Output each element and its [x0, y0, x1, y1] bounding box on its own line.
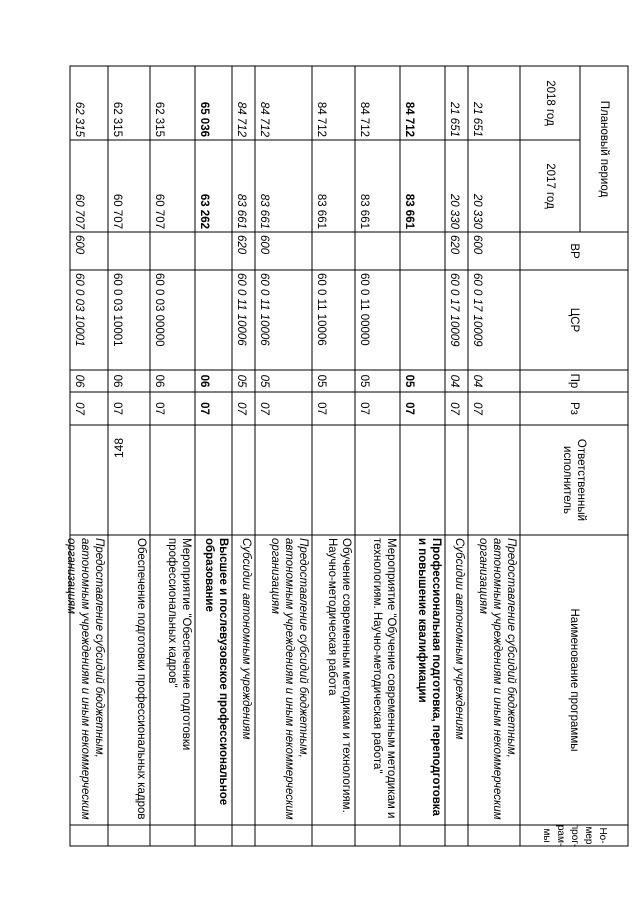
row-pr: 06 [73, 374, 85, 388]
row-value-2018: 84 712 [358, 101, 370, 137]
header-executor: Ответственный исполнитель [561, 438, 587, 522]
row-pr: 05 [235, 374, 247, 388]
row-value-2018: 84 712 [315, 101, 327, 137]
row-pr: 04 [471, 374, 483, 388]
row-pr: 06 [111, 374, 123, 388]
row-csr: 60 0 11 00000 [358, 273, 370, 346]
row-program-name: Мероприятие "Обучение современным методикам и технологиям. Научно-методическая работа" [371, 538, 397, 819]
row-value-2017: 20 330 [448, 193, 460, 229]
row-program-name: Предоставление субсидий бюджетным, автономным учреждениям и иным некоммерческим организациям [65, 538, 105, 820]
row-pr: 06 [198, 374, 210, 388]
row-value-2017: 83 661 [403, 193, 415, 229]
row-program-name: Обучение современным методикам и технологиям. Научно-методическая работа [326, 538, 352, 813]
row-pr: 04 [448, 374, 460, 388]
row-value-2017: 83 661 [235, 193, 247, 229]
row-value-2018: 84 712 [258, 101, 270, 137]
row-vr [195, 232, 232, 270]
row-csr: 60 0 03 10001 [73, 273, 85, 347]
row-csr: 60 0 17 10009 [471, 273, 483, 347]
row-value-2017: 63 262 [198, 193, 210, 229]
row-rz: 07 [73, 402, 85, 415]
row-pr: 05 [358, 374, 370, 388]
row-value-2018: 84 712 [403, 101, 415, 137]
row-rz: 07 [471, 402, 483, 415]
row-value-2017: 83 661 [258, 193, 270, 229]
header-2017: 2017 год [544, 163, 556, 209]
row-program-name: Обеспечение подготовки профессиональных кадров [135, 538, 147, 820]
header-planning-period: Плановый период [598, 100, 610, 198]
header-2018: 2018 год [544, 80, 556, 126]
row-rz: 07 [153, 402, 165, 415]
row-csr: 60 0 17 10009 [448, 273, 460, 347]
row-csr: 60 0 11 10006 [235, 273, 247, 346]
header-rz: Рз [568, 402, 580, 415]
row-value-2018: 62 315 [111, 101, 123, 137]
row-value-2018: 65 036 [198, 101, 210, 137]
header-csr: ЦСР [568, 307, 580, 333]
row-rz: 07 [448, 402, 460, 415]
row-rz: 07 [111, 402, 123, 415]
row-value-2017: 83 661 [315, 193, 327, 229]
row-vr: 600 [471, 235, 483, 255]
row-csr: 60 0 03 10001 [111, 273, 123, 347]
row-vr [400, 232, 445, 270]
row-csr [195, 270, 232, 370]
row-vr [108, 232, 150, 270]
row-csr: 60 0 11 10006 [258, 273, 270, 346]
row-value-2018: 62 315 [153, 101, 165, 137]
row-program-name: Профессиональная подготовка, переподготовка и повышение квалификации [416, 538, 442, 816]
row-value-2018: 21 651 [448, 101, 460, 137]
header-vr: ВР [568, 243, 580, 259]
row-vr [355, 232, 400, 270]
row-rz: 07 [235, 402, 247, 415]
row-rz: 07 [403, 402, 415, 415]
row-rz: 07 [258, 402, 270, 415]
row-rz: 07 [358, 402, 370, 415]
row-value-2017: 60 707 [153, 193, 165, 229]
row-pr: 06 [153, 374, 165, 388]
row-rz: 07 [198, 402, 210, 415]
row-program-name: Субсидии автономным учреждениям [240, 538, 252, 740]
row-value-2018: 62 315 [73, 101, 85, 137]
row-csr: 60 0 11 10006 [315, 273, 327, 346]
row-vr [312, 232, 355, 270]
row-csr [400, 270, 445, 370]
row-value-2017: 60 707 [73, 193, 85, 229]
row-program-name: Мероприятие "Обеспечение подготовки профессиональных кадров" [166, 538, 192, 751]
row-program-name: Предоставление субсидий бюджетным, автономным учреждениям и иным некоммерческим организациям [477, 538, 517, 820]
row-vr: 620 [448, 235, 460, 255]
row-vr: 620 [235, 235, 247, 255]
page-number: 148 [112, 437, 126, 459]
row-value-2017: 60 707 [111, 193, 123, 229]
row-vr: 600 [73, 235, 85, 255]
row-program-name: Субсидии автономным учреждениям [453, 538, 465, 740]
header-program-name: Наименование программы [568, 608, 580, 752]
header-pr: Пр [568, 373, 580, 389]
row-value-2018: 84 712 [235, 101, 247, 137]
row-pr: 05 [403, 374, 415, 388]
row-csr: 60 0 03 00000 [153, 273, 165, 347]
row-vr: 600 [258, 235, 270, 255]
row-value-2018: 21 651 [471, 101, 483, 137]
row-vr [150, 232, 195, 270]
header-number: Но-мер прог-рам-мы [541, 823, 608, 848]
row-program-name: Высшее и послевузовское профессиональное образование [203, 538, 229, 806]
row-rz: 07 [315, 402, 327, 415]
row-program-name: Предоставление субсидий бюджетным, автономным учреждениям и иным некоммерческим организациям [269, 538, 309, 820]
row-pr: 05 [258, 374, 270, 388]
row-value-2017: 20 330 [471, 193, 483, 229]
row-value-2017: 83 661 [358, 193, 370, 229]
row-pr: 05 [315, 374, 327, 388]
